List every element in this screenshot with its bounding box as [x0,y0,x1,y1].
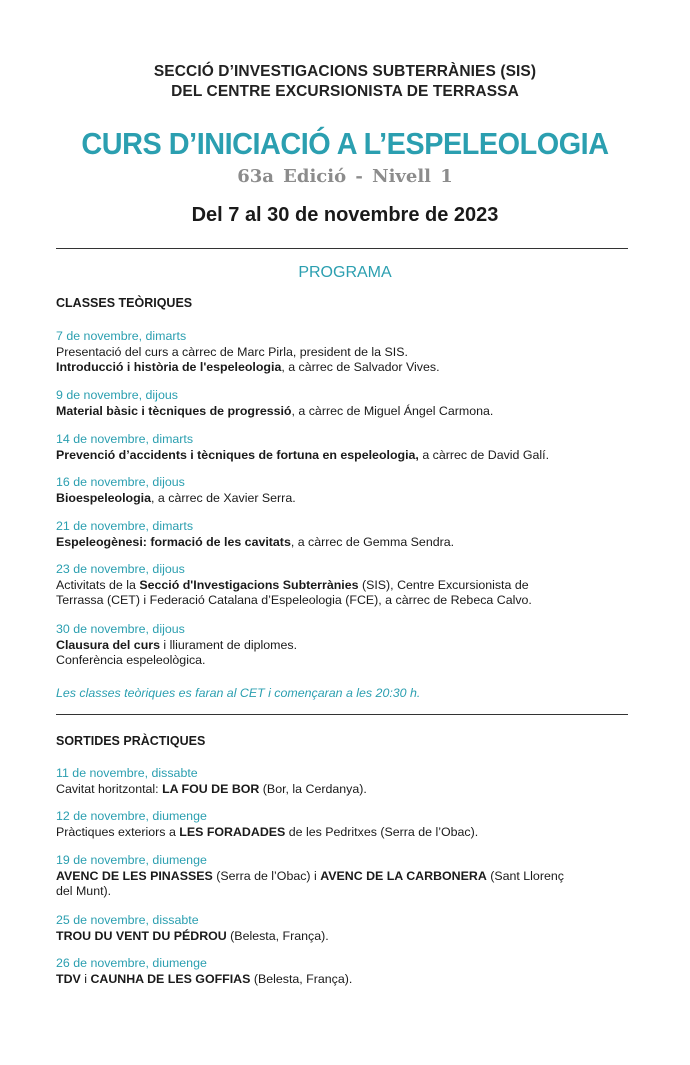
theory-note: Les classes teòriques es faran al CET i començaran a les 20:30 h. [56,686,421,700]
item-line: Presentació del curs a càrrec de Marc Pirla, president de la SIS. [56,344,408,359]
item-speaker: , a càrrec de Salvador Vives. [281,360,440,375]
theory-item [56,562,646,609]
item-line: Activitats de la Secció d'Investigacions Subterrànies (SIS), Centre Excursionista de [56,577,529,592]
divider [56,248,628,249]
item-line [56,491,646,507]
course-title: CURS D’INICIACIÓ A L’ESPELEOLOGIA [81,126,609,161]
item-speaker: a càrrec de David Galí. [418,447,550,462]
item-date: 14 de novembre, dimarts [56,432,194,446]
theory-item [56,519,646,550]
cave-name: CAUNHA DE LES GOFFIAS [90,971,251,986]
cave-name: LA FOU DE BOR [162,781,260,796]
item-line: Conferència espeleològica. [56,653,206,668]
item-speaker: , a càrrec de Xavier Serra. [151,490,296,505]
item-line: TDV i CAUNHA DE LES GOFFIAS (Belesta, França). [56,971,353,986]
item-line [56,535,646,551]
item-line [56,404,646,420]
item-date: 16 de novembre, dijous [56,475,185,489]
practice-item [56,956,646,987]
item-date: 21 de novembre, dimarts [56,519,194,533]
theory-item [56,475,646,506]
item-date: 12 de novembre, diumenge [56,809,207,823]
course-dates: Del 7 al 30 de novembre de 2023 [191,204,499,226]
item-date: 25 de novembre, dissabte [56,913,199,927]
practice-item [56,853,646,900]
theory-section-heading: CLASSES TEÒRIQUES [56,296,193,310]
cave-name: LES FORADADES [179,824,286,839]
cave-name: TDV [56,971,81,986]
practice-item [56,766,646,797]
org-name-line2: DEL CENTRE EXCURSIONISTA DE TERRASSA [171,83,519,100]
item-speaker: , a càrrec de Gemma Sendra. [290,534,455,549]
theory-item [56,329,646,376]
item-line: AVENC DE LES PINASSES (Serra de l’Obac) i AVENC DE LA CARBONERA (Sant Llorenç [56,868,564,883]
theory-item [56,388,646,419]
item-line: TROU DU VENT DU PÉDROU (Belesta, França). [56,928,329,943]
item-line: Terrassa (CET) i Federació Catalana d’Espeleologia (FCE), a càrrec de Rebeca Calvo. [56,593,532,608]
item-line [56,360,646,376]
cave-name: AVENC DE LES PINASSES [56,868,213,883]
programa-heading: PROGRAMA [298,264,392,281]
item-date: 7 de novembre, dimarts [56,329,187,343]
theory-item [56,622,646,669]
item-date: 11 de novembre, dissabte [56,766,198,780]
cave-name: TROU DU VENT DU PÉDROU [56,928,227,943]
item-line: del Munt). [56,884,112,899]
item-topic: Prevenció d’accidents i tècniques de fortuna en espeleologia, [56,447,419,462]
practice-section-heading: SORTIDES PRÀCTIQUES [56,734,206,748]
item-line: Pràctiques exteriors a LES FORADADES de les Pedritxes (Serra de l’Obac). [56,824,479,839]
cave-name: AVENC DE LA CARBONERA [320,868,487,883]
theory-item [56,432,646,463]
practice-item [56,809,646,840]
practice-item [56,913,646,944]
item-topic: Bioespeleologia [56,490,152,505]
item-line: Clausura del curs i lliurament de diplomes. [56,637,298,652]
item-topic: Introducció i història de l'espeleologia [56,360,282,375]
item-topic: Espeleogènesi: formació de les cavitats [56,534,291,549]
item-date: 30 de novembre, dijous [56,622,185,636]
item-date: 26 de novembre, diumenge [56,956,207,970]
item-line: Cavitat horitzontal: LA FOU DE BOR (Bor, la Cerdanya). [56,781,367,796]
item-line [56,448,646,464]
divider [56,714,628,715]
item-topic: Clausura del curs [56,637,160,652]
item-topic: Secció d'Investigacions Subterrànies [139,577,359,592]
item-date: 23 de novembre, dijous [56,562,185,576]
edition-label: 63a Edició - Nivell 1 [237,166,453,187]
item-date: 9 de novembre, dijous [56,388,178,402]
org-name-line1: SECCIÓ D’INVESTIGACIONS SUBTERRÀNIES (SIS) [153,63,537,80]
item-topic: Material bàsic i tècniques de progressió [56,403,292,418]
item-speaker: , a càrrec de Miguel Ángel Carmona. [291,403,494,418]
item-date: 19 de novembre, diumenge [56,853,207,867]
